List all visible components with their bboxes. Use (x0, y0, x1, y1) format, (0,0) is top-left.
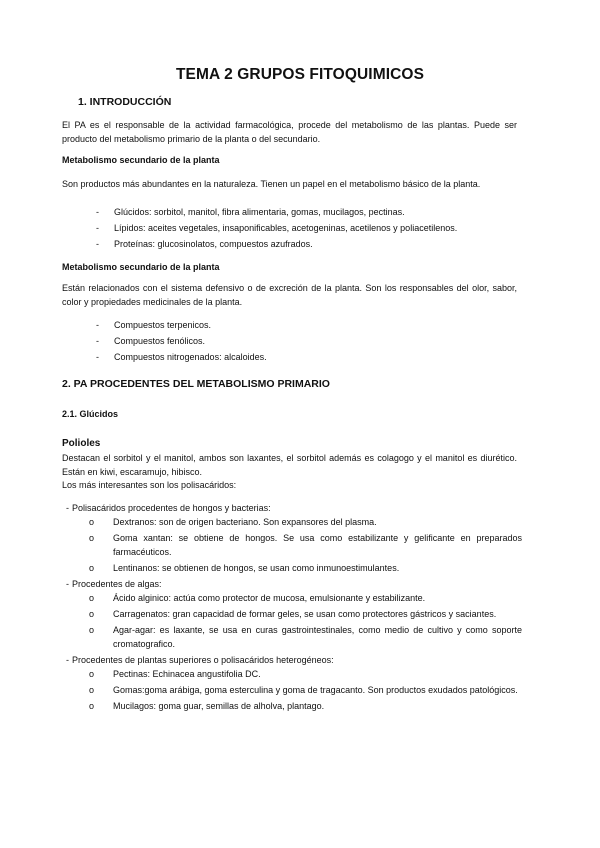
subheading-metabolismo-1: Metabolismo secundario de la planta (62, 155, 220, 165)
list-item: o Dextranos: son de origen bacteriano. Son expansores del plasma. (89, 517, 377, 527)
page-title: TEMA 2 GRUPOS FITOQUIMICOS (175, 66, 425, 83)
dash-marker: - (96, 352, 99, 362)
metabolismo-1-paragraph: Son productos más abundantes en la naturaleza. Tienen un papel en el metabolismo básico de la planta. (62, 179, 481, 189)
section-heading-metabolismo-primario: 2. PA PROCEDENTES DEL METABOLISMO PRIMARIO (62, 378, 330, 390)
dash-marker: - (96, 223, 99, 233)
dash-marker: - (96, 239, 99, 249)
dash-marker: - (66, 579, 69, 589)
group-heading: - Polisacáridos procedentes de hongos y bacterias: (66, 503, 271, 513)
circle-marker: o (89, 669, 95, 679)
subheading-polioles: Polioles (62, 438, 101, 449)
polisacaridos-groups (62, 501, 522, 715)
subheading-metabolismo-2: Metabolismo secundario de la planta (62, 262, 220, 272)
list-item: o Mucilagos: goma guar, semillas de alholva, plantago. (89, 701, 325, 711)
dash-marker: - (96, 336, 99, 346)
circle-marker: o (89, 609, 95, 619)
dash-marker: - (66, 503, 69, 513)
subheading-glucidos: 2.1. Glúcidos (62, 409, 119, 419)
list-item: o Goma xantan: se obtiene de hongos. Se usa como estabilizante y gelificante en preparados farmacéuticos. (89, 533, 522, 557)
circle-marker: o (89, 533, 95, 543)
circle-marker: o (89, 625, 95, 635)
circle-marker: o (89, 593, 95, 603)
list-item: o Agar-agar: es laxante, se usa en curas gastrointestinales, como medio de cultivo y como soporte cromatografico. (89, 625, 522, 649)
list-item: - Glúcidos: sorbitol, manitol, fibra alimentaria, gomas, mucilagos, pectinas. (62, 204, 522, 220)
dash-marker: - (96, 207, 99, 217)
circle-marker: o (89, 701, 95, 711)
circle-marker: o (89, 517, 95, 527)
list-item: o Carragenatos: gran capacidad de formar geles, se usan como protectores gástricos y saciantes. (89, 609, 497, 619)
list-item: - Compuestos fenólicos. (62, 333, 522, 349)
circle-marker: o (89, 563, 95, 573)
dash-marker: - (96, 320, 99, 330)
group-heading: - Procedentes de plantas superiores o polisacáridos heterogéneos: (66, 655, 334, 665)
list-item: - Compuestos terpenicos. (62, 317, 522, 333)
list-item: o Ácido alginico: actúa como protector de mucosa, emulsionante y estabilizante. (89, 593, 426, 603)
metabolismo-2-paragraph: Están relacionados con el sistema defensivo o de excreción de la planta. Son los responsables del olor, sabor, color y propiedades medicinales de la planta. (62, 283, 517, 307)
group-list-plantas (62, 667, 522, 713)
list-item: o Gomas:goma arábiga, goma esterculina y goma de tragacanto. Son productos exudados patológicos. (89, 685, 518, 695)
group-list-algas (62, 591, 522, 651)
metabolismo-1-list (62, 204, 522, 252)
intro-paragraph: El PA es el responsable de la actividad farmacológica, procede del metabolismo de las plantas. Puede ser producto del metabolismo primario de la planta o del secundario. (62, 120, 517, 144)
group-list-hongos (62, 515, 522, 575)
polioles-paragraph-2: Los más interesantes son los polisacáridos: (62, 480, 237, 490)
dash-marker: - (66, 655, 69, 665)
list-item: - Compuestos nitrogenados: alcaloides. (62, 349, 522, 365)
list-item: o Pectinas: Echinacea angustifolia DC. (89, 669, 261, 679)
list-item: - Lípidos: aceites vegetales, insaponificables, acetogeninas, acetilenos y poliacetilenos. (62, 220, 522, 236)
section-heading-introduccion: 1. INTRODUCCIÓN (78, 96, 172, 108)
list-item: - Proteínas: glucosinolatos, compuestos azufrados. (62, 236, 522, 252)
polioles-paragraph: Destacan el sorbitol y el manitol, ambos son laxantes, el sorbitol además es colagogo y el manitol es diurético. Están en kiwi, escaramujo, hibisco. (62, 453, 517, 477)
metabolismo-2-list (62, 317, 522, 365)
list-item: o Lentinanos: se obtienen de hongos, se usan como inmunoestimulantes. (89, 563, 400, 573)
circle-marker: o (89, 685, 95, 695)
group-heading: - Procedentes de algas: (66, 579, 162, 589)
